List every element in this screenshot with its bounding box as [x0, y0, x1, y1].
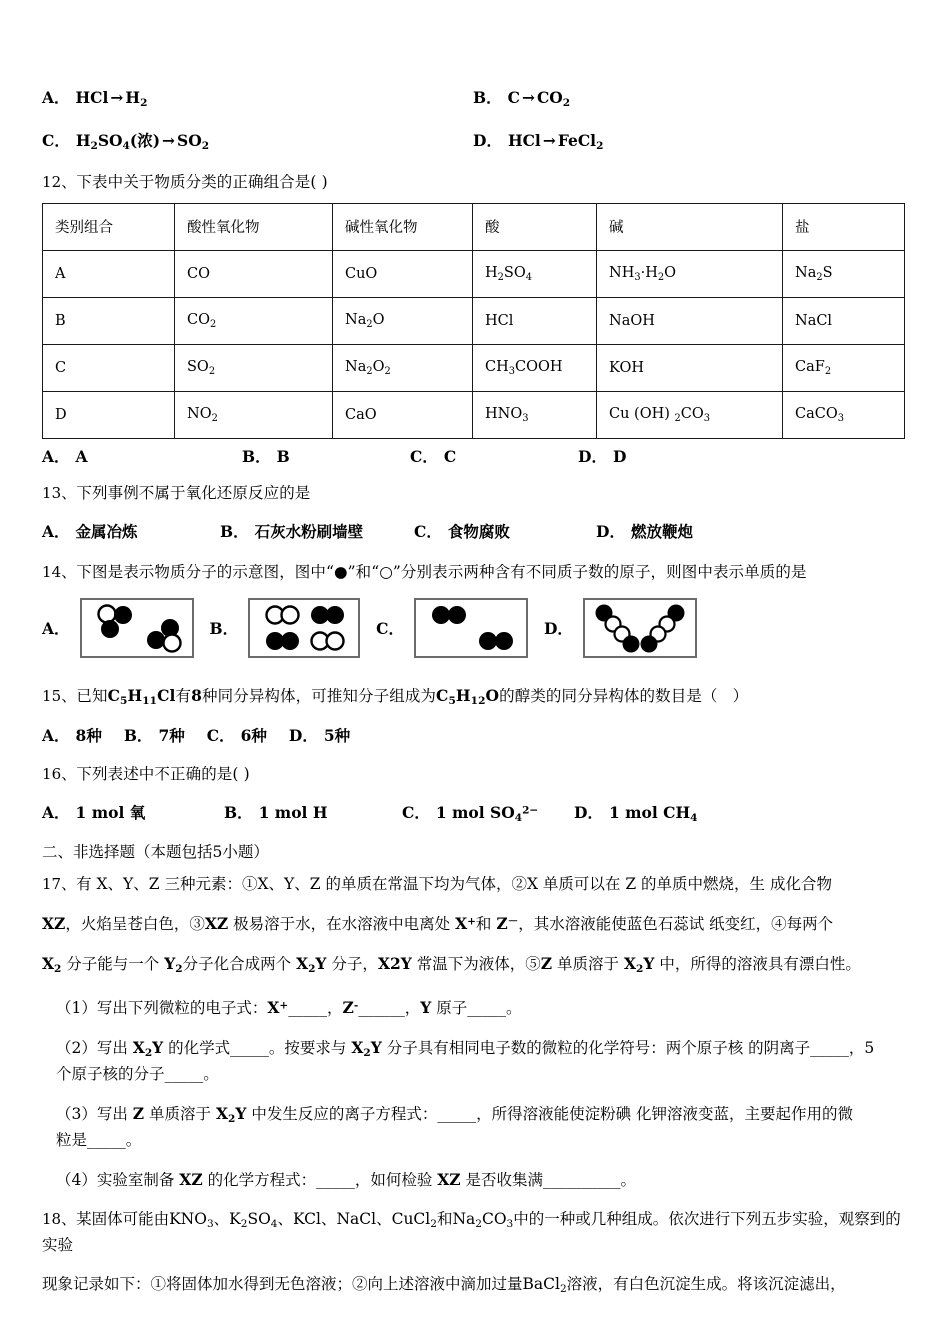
- q16-option-b-text: 1 mol H: [258, 803, 328, 823]
- q16-stem-text: 下列表述中不正确的是( ): [76, 765, 250, 784]
- table-header-cell: 酸性氧化物: [175, 203, 333, 250]
- q17-part-3: [42, 1101, 904, 1153]
- table-header-cell: 碱: [597, 203, 783, 250]
- table-cell-salt: CaCO$_3$: [783, 391, 905, 438]
- q17-stem-line2: [42, 911, 904, 937]
- section2-title: 二、非选择题（本题包括5小题）: [42, 843, 269, 862]
- q15-stem: [42, 683, 904, 710]
- table-cell-base: Cu (OH) $_2CO_3$: [597, 391, 783, 438]
- table-cell-group: C: [43, 344, 175, 391]
- q12-option-c-text: C: [443, 446, 457, 466]
- q12-option-c-label: C．: [410, 446, 438, 466]
- q12-option-b[interactable]: [242, 445, 410, 467]
- page-content: [42, 86, 904, 1306]
- table-cell-group: A: [43, 250, 175, 297]
- q13-option-a-text: 金属冶炼: [75, 522, 138, 542]
- q16-option-b-label: B．: [224, 803, 253, 823]
- table-header-row: [43, 203, 905, 250]
- q17-stem-line1-text: 有 X、Y、Z 三种元素：①X、Y、Z 的单质在常温下均为气体，②X 单质可以在 Z 的单质中燃烧，生 成化合物: [76, 875, 832, 894]
- q11-option-d[interactable]: [473, 129, 904, 152]
- q18-stem-line2: [42, 1272, 904, 1298]
- q13-option-d[interactable]: [596, 520, 693, 542]
- spacer: [42, 669, 904, 683]
- table-header-cell: 盐: [783, 203, 905, 250]
- q16-stem: [42, 762, 904, 787]
- molecule-diagram-a: [82, 600, 192, 656]
- q16-option-a-label: A．: [42, 803, 70, 823]
- table-cell-basic-oxide: CuO: [333, 250, 473, 297]
- q12-option-a[interactable]: [42, 445, 242, 467]
- q14-option-c[interactable]: [376, 598, 528, 658]
- q15-option-b-label: B．: [123, 726, 153, 746]
- table-header-cell: 碱性氧化物: [333, 203, 473, 250]
- q15-options-row: [42, 724, 904, 746]
- table-header-cell: 类别组合: [43, 203, 175, 250]
- q13-option-d-text: 燃放鞭炮: [630, 522, 693, 542]
- q14-stem-text: 下图是表示物质分子的示意图，图中“●”和“○”分别表示两种含有不同质子数的原子，则图中表示单质的是: [76, 563, 807, 582]
- q16-option-d[interactable]: [574, 801, 697, 824]
- q13-option-b[interactable]: [220, 520, 414, 542]
- table-cell-salt: NaCl: [783, 297, 905, 344]
- q13-stem: [42, 481, 904, 506]
- q12-option-c[interactable]: [410, 445, 578, 467]
- q17-part-2: [42, 1035, 904, 1087]
- q15-number: 15、: [42, 687, 77, 706]
- q15-option-a[interactable]: [42, 724, 102, 746]
- q11-option-b-label: B．: [473, 88, 502, 107]
- q17-part-2-text: （2）写出 $X_2Y$ 的化学式_____。按要求与 $X_2Y$ 分子具有相同电子数的微粒的化学符号：两个原子核 的阴离子_____，5 个原子核的分子_____。: [56, 1037, 875, 1083]
- q17-part-4: [42, 1167, 904, 1193]
- q15-option-a-label: A．: [42, 726, 70, 746]
- table-cell-acid: $CH_3COOH$: [473, 344, 597, 391]
- q17-number: 17、: [42, 875, 77, 894]
- q11-option-c-text: $H_2SO_4$(浓) → $SO_2$: [75, 130, 210, 152]
- q11-option-a-text: HCl → $H_2$: [75, 88, 148, 109]
- q17-stem-line2-text: XZ，火焰呈苍白色，③XZ 极易溶于水，在水溶液中电离处 X+和 Z－，其水溶液能使蓝色石蕊试 纸变红，④每两个: [42, 914, 834, 934]
- q16-option-d-label: D．: [574, 803, 603, 823]
- q13-option-d-label: D．: [596, 522, 625, 542]
- q15-option-c-text: 6种: [240, 726, 267, 746]
- q17-part-1-text: （1）写出下列微粒的电子式：X+_____，Z-______，Y 原子_____。: [56, 997, 522, 1017]
- q18-stem-line1: [42, 1207, 904, 1258]
- q16-option-c-text: 1 mol $SO_4^{2-}$: [435, 803, 539, 825]
- q11-options-row-1: [42, 86, 904, 109]
- q15-option-d-label: D．: [288, 726, 318, 746]
- q14-option-b-molecule-box: [248, 598, 360, 658]
- q14-option-c-label: C．: [376, 619, 404, 639]
- q15-option-d-text: 5种: [323, 726, 351, 746]
- q15-option-b-text: 7种: [158, 726, 185, 746]
- q13-option-c-text: 食物腐败: [447, 522, 510, 542]
- q11-option-d-text: HCl → FeCl$_2$: [507, 130, 604, 152]
- q15-option-b[interactable]: [124, 724, 185, 746]
- q16-number: 16、: [42, 765, 77, 784]
- table-cell-base: NaOH: [597, 297, 783, 344]
- q11-options-row-2: [42, 129, 904, 152]
- q12-option-d-label: D．: [578, 446, 607, 466]
- q14-option-d-label: D．: [543, 619, 573, 639]
- molecule-diagram-c: [416, 600, 526, 656]
- molecule-diagram-d: [585, 600, 695, 656]
- table-cell-base: KOH: [597, 344, 783, 391]
- table-cell-acidic-oxide: $SO_2$: [175, 344, 333, 391]
- table-cell-acid: $H_2SO_4$: [473, 250, 597, 297]
- q16-option-a[interactable]: [42, 801, 224, 824]
- q16-option-d-text: 1 mol $CH_4$: [608, 803, 698, 825]
- q12-option-b-label: B．: [242, 446, 271, 466]
- q15-option-d[interactable]: [289, 724, 350, 746]
- q13-option-c[interactable]: [414, 520, 596, 542]
- q13-options-row: [42, 520, 904, 542]
- q11-option-a-label: A．: [42, 88, 70, 107]
- q16-option-c-label: C．: [402, 803, 430, 823]
- table-header-cell: 酸: [473, 203, 597, 250]
- table-cell-acidic-oxide: $NO_2$: [175, 391, 333, 438]
- q13-option-b-text: 石灰水粉刷墙壁: [254, 522, 364, 542]
- q17-part-4-text: （4）实验室制备 XZ 的化学方程式：_____，如何检验 XZ 是否收集满__________。: [56, 1169, 637, 1189]
- q17-part-3-text: （3）写出 Z 单质溶于 $X_2Y$ 中发生反应的离子方程式：_____，所得溶液能使淀粉碘 化钾溶液变蓝，主要起作用的微 粒是_____。: [56, 1103, 854, 1149]
- q13-option-b-label: B．: [220, 522, 249, 542]
- table-cell-acid: HCl: [473, 297, 597, 344]
- q12-option-a-text: A: [75, 446, 88, 466]
- q15-stem-text: 已知$C_5H_{11}Cl$有8种同分异构体，可推知分子组成为$C_5H_{12}O$的醇类的同分异构体的数目是（ ）: [76, 686, 749, 708]
- q18-number: 18、: [42, 1209, 77, 1228]
- q13-option-a[interactable]: [42, 520, 220, 542]
- q16-option-c[interactable]: [402, 801, 574, 824]
- q14-number: 14、: [42, 563, 77, 582]
- q13-stem-text: 下列事例不属于氧化还原反应的是: [76, 483, 311, 502]
- table-cell-salt: CaF$_2$: [783, 344, 905, 391]
- q12-stem-text: 下表中关于物质分类的正确组合是( ): [76, 172, 328, 191]
- q15-option-c[interactable]: [207, 724, 267, 746]
- q17-stem-line3-text: $X_2$ 分子能与一个 $Y_2$分子化合成两个 $X_2Y$ 分子，X2Y 常温下为液体，⑤Z 单质溶于 $X_2Y$ 中，所得的溶液具有漂白性。: [42, 954, 861, 976]
- table-cell-group: D: [43, 391, 175, 438]
- table-row: [43, 391, 905, 438]
- substance-classification-table: [42, 203, 905, 439]
- q12-options-row: [42, 445, 904, 467]
- q16-option-a-text: 1 mol 氧: [75, 803, 146, 823]
- q17-stem-line3: [42, 951, 904, 978]
- q14-stem: [42, 560, 904, 585]
- table-cell-acid: $HNO_3$: [473, 391, 597, 438]
- q14-option-d-molecule-box: [583, 598, 697, 658]
- table-cell-acidic-oxide: CO: [175, 250, 333, 297]
- molecule-diagram-b: [250, 600, 358, 656]
- q14-option-d[interactable]: [544, 598, 697, 658]
- q13-number: 13、: [42, 483, 77, 502]
- q12-option-b-text: B: [276, 446, 290, 466]
- table-cell-base: $NH_3\cdot H_2O$: [597, 250, 783, 297]
- q12-option-d[interactable]: [578, 445, 626, 467]
- q15-option-c-label: C．: [206, 726, 235, 746]
- q14-option-b-label: B．: [209, 619, 239, 639]
- q12-option-a-label: A．: [42, 446, 70, 466]
- q14-option-a-molecule-box: [80, 598, 194, 658]
- q11-option-a[interactable]: [42, 86, 473, 109]
- q14-option-b[interactable]: [210, 598, 361, 658]
- table-cell-basic-oxide: $Na_2O$: [333, 297, 473, 344]
- table-cell-salt: $Na_2S$: [783, 250, 905, 297]
- q16-options-row: [42, 801, 904, 824]
- table-row: [43, 344, 905, 391]
- q17-stem-line1: [42, 872, 904, 897]
- q17-part-1: [42, 995, 904, 1021]
- q14-option-a-label: A．: [42, 619, 70, 639]
- q11-option-c[interactable]: [42, 129, 473, 152]
- q13-option-c-label: C．: [414, 522, 442, 542]
- q18-stem-line2-text: 现象记录如下：①将固体加水得到无色溶液；②向上述溶液中滴加过量BaCl$_2$溶液，有白色沉淀生成。将该沉淀滤出，: [42, 1275, 846, 1296]
- q13-option-a-label: A．: [42, 522, 70, 542]
- table-cell-basic-oxide: CaO: [333, 391, 473, 438]
- q14-option-a[interactable]: [42, 598, 194, 658]
- q11-option-d-label: D．: [473, 130, 502, 150]
- q14-option-c-molecule-box: [414, 598, 528, 658]
- table-row: [43, 250, 905, 297]
- q14-diagram-row: [42, 595, 904, 661]
- q16-option-b[interactable]: [224, 801, 402, 824]
- q11-option-c-label: C．: [42, 130, 70, 150]
- q18-stem-line1-text: 某固体可能由$KNO_3$、$K_2SO_4$、KCl、NaCl、CuCl$_2$和$Na_2CO_3$中的一种或几种组成。依次进行下列五步实验，观察到的实验: [42, 1209, 901, 1254]
- q12-option-d-text: D: [612, 446, 627, 466]
- q11-option-b-text: $C \to CO_2$: [507, 88, 571, 109]
- q12-number: 12、: [42, 172, 77, 191]
- q12-stem: [42, 170, 904, 195]
- table-cell-group: B: [43, 297, 175, 344]
- table-cell-acidic-oxide: $CO_2$: [175, 297, 333, 344]
- q11-option-b[interactable]: [473, 86, 904, 109]
- table-row: [43, 297, 905, 344]
- table-cell-basic-oxide: $Na_2O_2$: [333, 344, 473, 391]
- q15-option-a-text: 8种: [75, 726, 102, 746]
